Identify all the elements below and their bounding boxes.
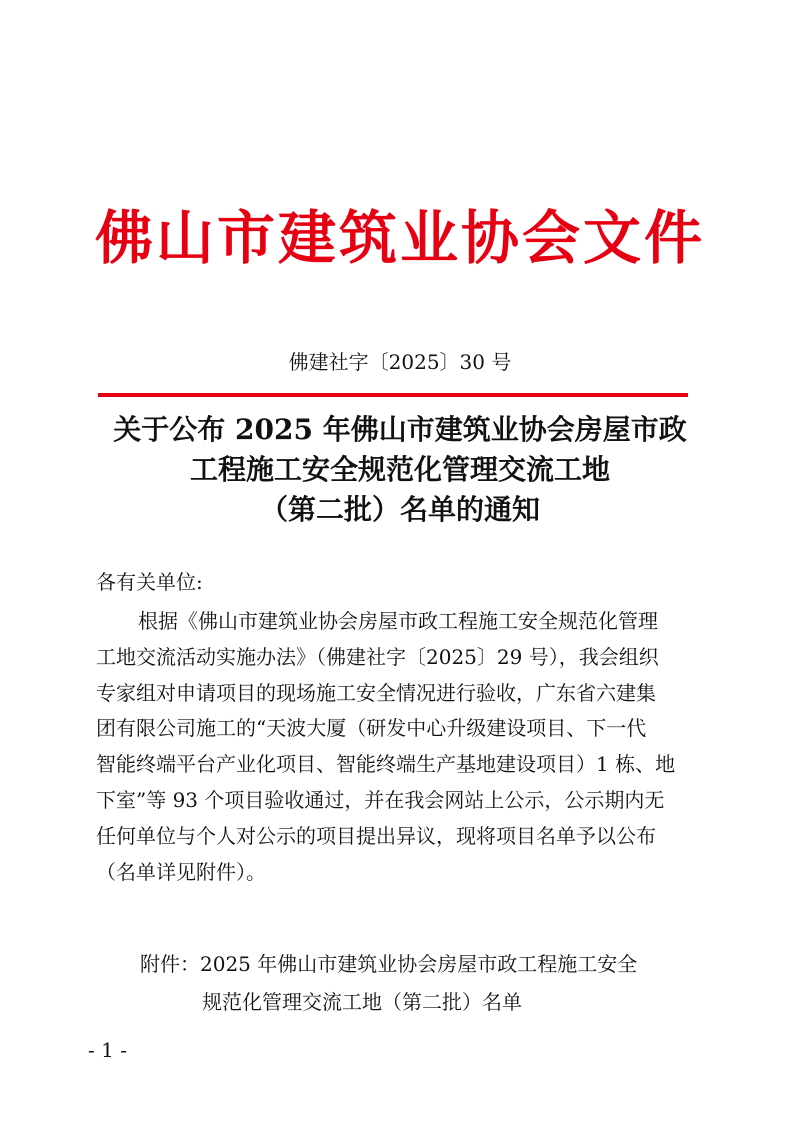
body-line: （名单详见附件）。 (96, 859, 266, 884)
title-line: （第二批）名单的通知 (259, 493, 540, 526)
masthead-title: 佛山市建筑业协会文件 (94, 204, 705, 272)
attachment-line: 附件：2025 年佛山市建筑业协会房屋市政工程施工安全 (140, 952, 638, 976)
body-line: 任何单位与个人对公示的项目提出异议，现将项目名单予以公布 (96, 823, 656, 848)
salutation: 各有关单位: (96, 570, 203, 594)
body-line: 团有限公司施工的“天波大厦（研发中心升级建设项目、下一代 (96, 716, 647, 741)
body-line: 专家组对申请项目的现场施工安全情况进行验收，广东省六建集 (96, 680, 656, 705)
title-line: 关于公布 2025 年佛山市建筑业协会房屋市政 (113, 413, 687, 446)
body-line: 工地交流活动实施办法》（佛建社字〔2025〕29 号），我会组织 (96, 644, 659, 669)
title-line: 工程施工安全规范化管理交流工地 (189, 453, 610, 486)
page-number: - 1 - (88, 1038, 127, 1062)
body-line: 智能终端平台产业化项目、智能终端生产基地建设项目）1 栋、地 (96, 752, 676, 777)
document-number: 佛建社字〔2025〕30 号 (288, 350, 512, 374)
red-divider-line (98, 393, 688, 397)
attachment-note (140, 945, 637, 1021)
body-line: 根据《佛山市建筑业协会房屋市政工程施工安全规范化管理 (138, 609, 658, 633)
body-line: 下室”等 93 个项目验收通过，并在我会网站上公示，公示期内无 (96, 787, 665, 812)
notice-title (60, 410, 740, 530)
body-paragraph (96, 604, 706, 890)
attachment-line: 规范化管理交流工地（第二批）名单 (202, 990, 522, 1014)
